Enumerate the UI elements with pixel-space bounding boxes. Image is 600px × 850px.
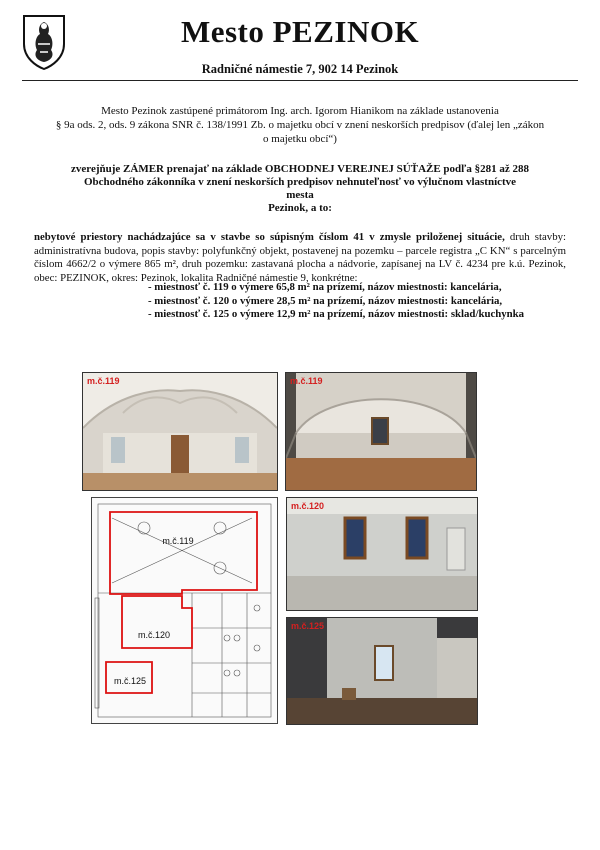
property-description: [34, 231, 566, 285]
floor-plan: [91, 497, 278, 724]
intro-line-1: Mesto Pezinok zastúpené primátorom Ing. arch. Igorom Hianikom na základe ustanovenia: [101, 105, 499, 117]
announcement-line-1: zverejňuje ZÁMER prenajať na základe OBCHODNEJ VEREJNEJ SÚŤAŽE podľa §281 až 288: [71, 163, 529, 175]
photo-label: m.č.125: [291, 621, 325, 631]
description-rest: druh stavby: administratívna budova, popis stavby: polyfunkčný objekt, postavenej na pozemku – parcele registra „C KN“ s parcelným číslom 4662/2 o výmere 865 m², druh pozemku: zastavaná plocha a nádvorie, zapísanej na LV č. 4234 pre k.ú. Pezinok, obec: PEZINOK, okres: Pezinok, lokalita Radničné námestie 9, konkrétne:: [34, 231, 566, 284]
plan-label-120: m.č.120: [137, 630, 171, 640]
announcement-paragraph: [70, 163, 530, 215]
photo-label: m.č.119: [290, 376, 323, 386]
photo-room-119-b: [285, 372, 477, 491]
list-item: - miestnosť č. 125 o výmere 12,9 m² na prízemí, názov miestnosti: sklad/kuchynka: [148, 308, 525, 320]
photo-room-120: [286, 497, 478, 611]
photo-room-125: [286, 617, 478, 725]
list-item: - miestnosť č. 120 o výmere 28,5 m² na prízemí, názov miestnosti: kancelária,: [148, 294, 503, 307]
intro-line-3: o majetku obcí“): [263, 133, 337, 145]
header-divider: [22, 80, 578, 81]
room-photo-image: [287, 498, 477, 610]
announcement-line-3: Pezinok, a to:: [268, 202, 332, 214]
room-list: [148, 281, 533, 322]
page-title: Mesto PEZINOK: [180, 14, 420, 49]
list-item: - miestnosť č. 119 o výmere 65,8 m² na prízemí, názov miestnosti: kancelária,: [148, 281, 502, 293]
plan-label-125: m.č.125: [113, 676, 147, 686]
description-lead: nebytové priestory nachádzajúce sa v stavbe so súpisným číslom 41 v zmysle priloženej situácie,: [34, 231, 505, 243]
room-photo-image: [287, 618, 477, 724]
intro-line-2: § 9a ods. 2, ods. 9 zákona SNR č. 138/1991 Zb. o majetku obcí v znení neskorších predpisov (ďalej len „zákon: [55, 119, 545, 131]
room-photo-image: [83, 373, 277, 490]
photo-room-119-a: [82, 372, 278, 491]
photo-label: m.č.119: [87, 376, 120, 386]
announcement-line-2: Obchodného zákonníka v znení neskorších predpisov nehnuteľnosť vo výlučnom vlastníctve mesta: [83, 176, 517, 201]
intro-paragraph: [10, 104, 590, 146]
photo-label: m.č.120: [291, 501, 325, 511]
city-address: Radničné námestie 7, 902 14 Pezinok: [201, 62, 399, 76]
floor-plan-drawing: [92, 498, 277, 723]
room-photo-image: [286, 373, 476, 490]
plan-label-119: m.č.119: [162, 536, 194, 546]
